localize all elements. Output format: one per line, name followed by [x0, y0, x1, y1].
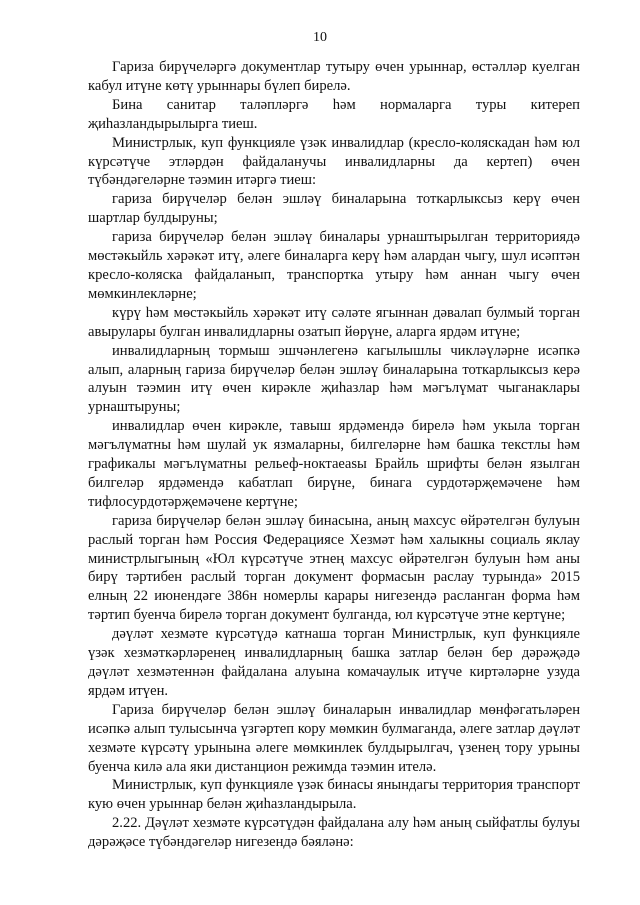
paragraph: гариза бирүчеләр белән эшләү биналарына тоткарлыксыз керү өчен шартлар булдыруны; [88, 191, 580, 227]
paragraph: 2.22. Дәүләт хезмәте күрсәтүдән файдалана алу һәм аның сыйфатлы булуы дәрәҗәсе түбәндәгеләр нигезендә бәяләнә: [88, 815, 580, 851]
paragraph: Министрлык, куп функцияле үзәк бинасы янындагы территория транспорт кую өчен урыннар белән җиһазландырыла. [88, 777, 580, 813]
paragraph: Бина санитар таләпләргә һәм нормаларга туры китереп җиһазландырылырга тиеш. [88, 96, 580, 132]
paragraph: гариза бирүчеләр белән эшләү биналары урнаштырылган территориядә мөстәкыйль хәрәкәт итү, әлеге биналарга керү һәм алардан чыгу, шул исәптән кресло-коляска файдаланып, транспортка утыру һәм аннан чыгу өчен мөмкинлекләрне; [88, 229, 580, 302]
document-body [88, 58, 580, 852]
paragraph: дәүләт хезмәте күрсәтүдә катнаша торган Министрлык, куп функцияле үзәк хезмәткәрләренең инвалидларның башка затлар белән бер дәрәҗәдә дәүләт хезмәтеннән файдалана алуына комачаулык итүче киртәләрне узуда ярдәм итүен. [88, 626, 580, 699]
paragraph: Гариза бирүчеләр белән эшләү биналарын инвалидлар мөнфәгатьләрен исәпкә алып тулысынча үзгәртеп кору мөмкин булмаганда, әлеге затлар дәүләт хезмәте күрсәтү урынына әлеге мөмкинлек булдырылгач, үзенең тору урыны буенча килә ала яки дистанцион режимда тәэмин ителә. [88, 701, 580, 775]
paragraph: Гариза бирүчеләргә документлар тутыру өчен урыннар, өстәлләр куелган кабул итүне көтү урыннары бүлеп бирелә. [88, 59, 580, 94]
paragraph: Министрлык, куп функцияле үзәк инвалидлар (кресло-коляскадан һәм юл күрсәтүче этләрдән файдаланучы инвалидларны да кертеп) өчен түбәндәгеләрне тәэмин итәргә тиеш: [88, 134, 580, 189]
page-number: 10 [313, 30, 327, 45]
paragraph: инвалидлар өчен кирәкле, тавыш ярдәмендә бирелә һәм укыла торган мәгълүматны һәм шулай ук язмаларны, билгеләрне һәм башка текстлы һәм графикалы мәгълүматны рельеф-ноктаeasы Брайль шрифты белән язылган билгеләр ярдәмендә кабатлап бирүне, бинага сурдотәрҗемәчене һәм тифлосурдотәрҗемәчене кертүне; [88, 418, 580, 510]
paragraph: күрү һәм мөстәкыйль хәрәкәт итү сәләте ягыннан дәвалап булмый торган авырулары булган инвалидларны озатып йөрүне, аларга ярдәм итүне; [88, 304, 580, 340]
paragraph: инвалидларның тормыш эшчәнлегенә кагылышлы чикләүләрне исәпкә алып, аларның гариза бирүчеләр белән эшләү биналарына тоткарлыксыз керә алуын тәэмин итү өчен кирәкле җиһазлар һәм мәгълүмат чыганаклары урнаштыруны; [88, 342, 580, 416]
paragraph: гариза бирүчеләр белән эшләү бинасына, аның махсус өйрәтелгән булуын раслый торган һәм Россия Федерациясе Хезмәт һәм халыкны социаль яклау министрлыгының «Юл күрсәтүче этнең махсус өйрәтелгән булуын һәм аны бирү тәртибен раслый торган документ формасын раслау турында» 2015 елның 22 июнендәге 386н номерлы карары нигезендә расланган форма һәм тәртип буенча бирелә торган документ булганда, юл күрсәтүче этне кертүне; [88, 512, 580, 624]
